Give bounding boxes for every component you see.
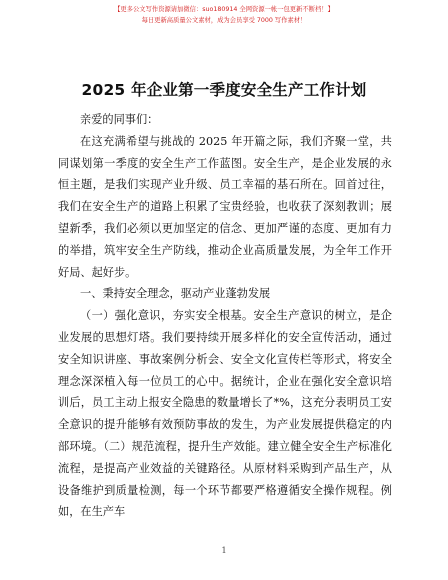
paragraph-section-1: （一）强化意识，夯实安全根基。安全生产意识的树立，是企业发展的思想灯塔。我们要持续开展多样化的安全宣传活动，通过安全知识讲座、事故案例分析会、安全文化宣传栏等形式，将安全理念深深植入每一位员工的心中。据统计，企业在强化安全意识培训后，员工主动上报安全隐患的数量增长了*%，这充分表明员工安全意识的提升能够有效预防事故的发生，为产业发展提供稳定的内部环境。（二）规范流程，提升生产效能。建立健全安全生产标准化流程，是提高产业效益的关键路径。从原材料采购到产品生产，从设备维护到质量检测，每一个环节都要严格遵循安全操作规程。例如，在生产车: [58, 309, 392, 519]
section-heading-1: 一、秉持安全理念，驱动产业蓬勃发展: [80, 287, 271, 301]
document-title: 2025 年企业第一季度安全生产工作计划: [81, 81, 367, 99]
banner-line-2: 每日更新高质量公文素材，成为会员享受 7000 写作素材！: [141, 17, 307, 24]
banner-line-1: 【更多公文写作资源请加微信：suo180914 全网资源一帐一包更新不断档！】: [114, 6, 334, 13]
page-number: 1: [221, 546, 227, 555]
paragraph-intro: 在这充满希望与挑战的 2025 年开篇之际，我们齐聚一堂，共同谋划第一季度的安全生产工作蓝图。安全生产，是企业发展的永恒主题，是我们实现产业升级、员工幸福的基石所在。回首过往，我们在安全生产的道路上积累了宝贵经验，也收获了深刻教训；展望新季，我们必须以更加坚定的信念、更加严谨的态度、更加有力的举措，筑牢安全生产防线，推动企业高质量发展，为全年工作开好局、起好步。: [58, 134, 392, 279]
document-body: [58, 109, 392, 523]
salutation: 亲爱的同事们：: [80, 113, 159, 126]
promo-banner: [0, 4, 448, 26]
